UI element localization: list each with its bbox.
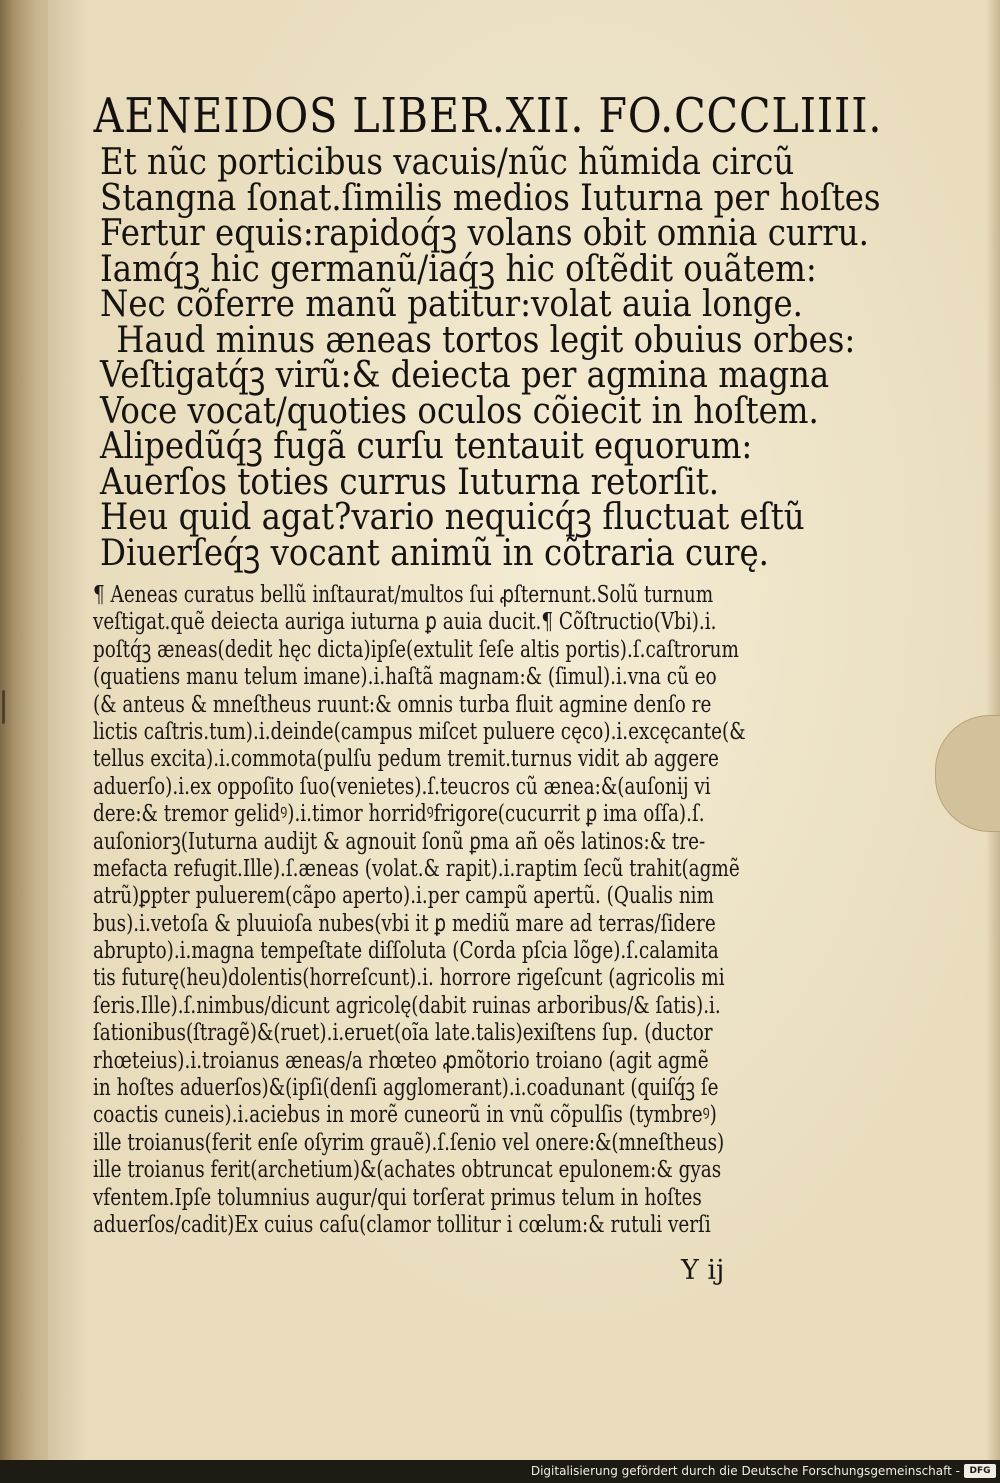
dfg-logo-icon: DFG [964, 1464, 996, 1478]
commentary-line: abrupto).i.magna tempeſtate diſſoluta (Corda pſcia lõge).ſ.calamita [93, 938, 719, 965]
commentary-line: veſtigat.quẽ deiecta auriga iuturna ꝑ auia ducit.¶ Cõſtructio(Vbi).i. [93, 609, 717, 636]
commentary-line: ille troianus(ferit enſe oſyrim grauẽ).ſ.ſenio vel onere:&(mneſtheus) [93, 1129, 725, 1156]
verse-line: Iamq́ꝫ hic germanũ/iaq́ꝫ hic oſtẽdit ouãtem: [100, 248, 817, 290]
commentary-line: aduerſo).i.ex oppoſito ſuo(venietes).ſ.teucros cũ ænea:&(auſonij vi [93, 773, 711, 800]
funding-credit: Digitalisierung gefördert durch die Deutsche Forschungsgemeinschaft - [530, 1464, 960, 1478]
commentary-line: atrũ)ꝑpter puluerem(cãpo aperto).i.per campũ apertũ. (Qualis nim [93, 883, 714, 910]
verse-block [100, 142, 920, 574]
verse-line: Auerſos toties currus Iuturna retorſit. [100, 461, 720, 503]
commentary-block [93, 582, 913, 1239]
verse-line: Fertur equis:rapidoq́ꝫ volans obit omnia curru. [100, 213, 869, 254]
commentary-line: poſtq́ꝫ æneas(dedit hęc dicta)ipſe(extulit ſeſe altis portis).ſ.caſtrorum [93, 636, 739, 663]
commentary-line: rhœteius).i.troianus æneas/a rhœteo ꝓmõtorio troiano (agit agmẽ [93, 1047, 709, 1074]
commentary-line: mefacta refugit.Ille).ſ.æneas (volat.& rapit).i.raptim ſecũ trahit(agmẽ [93, 855, 740, 882]
commentary-line: tis futurę(heu)dolentis(horreſcunt).i. horrore rigeſcunt (agricolis mi [93, 965, 725, 992]
commentary-line: tellus excita).i.commota(pulſu pedum tremit.turnus vidit ab aggere [93, 746, 719, 773]
commentary-line: ille troianus ferit(archetium)&(achates obtruncat epulonem:& gyas [93, 1157, 722, 1184]
commentary-line: lictis caſtris.tum).i.deinde(campus miſcet puluere cęco).i.excęcante(& [93, 718, 746, 745]
commentary-line: ſeris.Ille).ſ.nimbus/dicunt agricolę(dabit ruinas arboribus/& ſatis).i. [93, 992, 721, 1019]
commentary-line: dere:& tremor gelidꝰ).i.timor horridꝰfrigore(cucurrit ꝑ ima oſſa).ſ. [93, 801, 705, 828]
commentary-line: coactis cuneis).i.aciebus in morẽ cuneorũ in vnũ cõpulſis (tymbreꝰ) [93, 1102, 717, 1129]
commentary-line: aduerſos/cadit)Ex cuius caſu(clamor tollitur i cœlum:& rutuli verſi [93, 1211, 711, 1238]
verse-line: Nec cõferre manũ patitur:volat auia longe. [100, 284, 803, 325]
verse-line: Stangna ſonat.ſimilis medios Iuturna per hoſtes [100, 177, 881, 219]
verse-line: Alipedũq́ꝫ fugã curſu tentauit equorum: [100, 426, 753, 467]
verse-line: Haud minus æneas tortos legit obuius orbes: [116, 319, 856, 361]
commentary-line: auſoniorꝫ(Iuturna audijt & agnouit ſonũ ꝑma añ oẽs latinos:& tre- [93, 828, 706, 855]
commentary-line: ſationibus(ſtragẽ)&(ruet).i.eruet(oĩa late.talis)exiſtens ſup. (ductor [93, 1020, 713, 1047]
running-head: AENEIDOS LIBER.XII. FO.CCCLIIII. [93, 88, 883, 144]
commentary-line: bus).i.vetoſa & pluuioſa nubes(vbi it ꝑ mediũ mare ad terras/ſidere [93, 910, 716, 937]
commentary-line: in hoſtes aduerſos)&(ipſi(denſi agglomerant).i.coadunant (quiſq́ꝫ ſe [93, 1075, 719, 1102]
verse-line: Et nũc porticibus vacuis/nũc hũmida circũ [100, 142, 795, 183]
verse-line: Diuerſeq́ꝫ vocant animũ in cõtraria curę. [100, 532, 769, 574]
verse-line: Heu quid agat?vario nequicq́ꝫ fluctuat eſtũ [100, 497, 805, 538]
commentary-line: vfentem.Ipſe tolumnius augur/qui torſerat primus telum in hoſtes [93, 1184, 702, 1211]
signature-mark: Y ij [681, 1255, 725, 1286]
verse-line: Veſtigatq́ꝫ virũ:& deiecta per agmina magna [100, 355, 830, 396]
binding-thread-mark [2, 690, 5, 724]
digitization-footer [0, 1460, 1000, 1483]
commentary-line: ¶ Aeneas curatus bellũ inſtaurat/multos ſui ꝓſternunt.Solũ turnum [93, 582, 714, 608]
verse-line: Voce vocat/quoties oculos cõiecit in hoſtem. [100, 390, 819, 432]
commentary-line: (quatiens manu telum imane).i.haſtã magnam:& (ſimul).i.vna cũ eo [93, 664, 717, 691]
commentary-line: (& anteus & mneſtheus ruunt:& omnis turba fluit agmine denſo re [93, 691, 712, 718]
